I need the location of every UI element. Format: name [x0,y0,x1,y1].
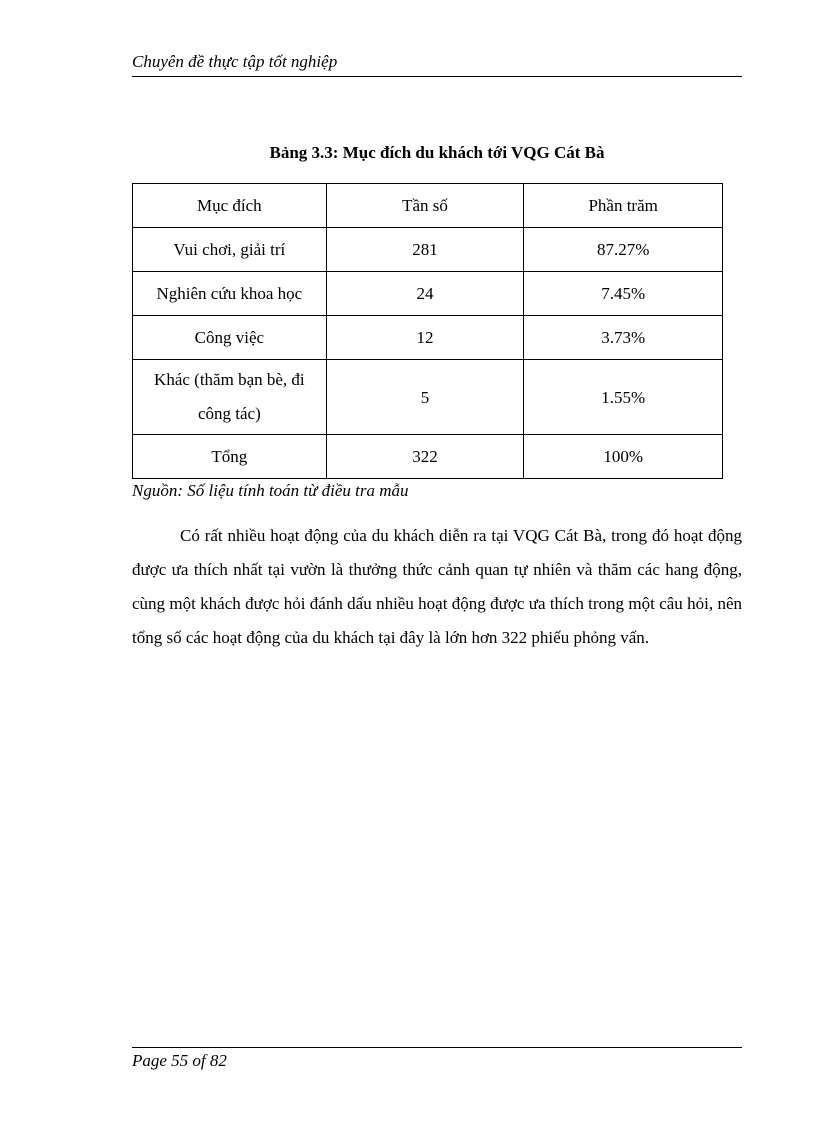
table-cell-percent: 3.73% [524,316,723,360]
table-cell-percent: 100% [524,435,723,479]
table-caption: Bảng 3.3: Mục đích du khách tới VQG Cát Bà [269,143,605,162]
table-cell-percent: 7.45% [524,272,723,316]
table-cell-percent: 87.27% [524,228,723,272]
page-header [132,50,742,77]
table-header-row [133,184,723,228]
column-header-percent: Phần trăm [524,184,723,228]
purpose-table [132,183,723,479]
table-row [133,228,723,272]
column-header-purpose: Mục đích [133,184,327,228]
table-cell-purpose: Khác (thăm bạn bè, đi công tác) [133,360,327,435]
table-cell-purpose: Tổng [133,435,327,479]
table-row [133,316,723,360]
table-cell-percent: 1.55% [524,360,723,435]
table-cell-frequency: 322 [326,435,524,479]
table-cell-purpose: Vui chơi, giải trí [133,228,327,272]
table-cell-frequency: 24 [326,272,524,316]
table-cell-frequency: 12 [326,316,524,360]
table-cell-purpose: Công việc [133,316,327,360]
table-total-row [133,435,723,479]
column-header-frequency: Tần số [326,184,524,228]
table-row [133,360,723,435]
table-source-note: Nguồn: Số liệu tính toán từ điều tra mẫu [132,481,409,500]
table-cell-frequency: 5 [326,360,524,435]
table-row [133,272,723,316]
table-cell-purpose: Nghiên cứu khoa học [133,272,327,316]
table-cell-frequency: 281 [326,228,524,272]
page-number: Page 55 of 82 [132,1051,227,1070]
header-title: Chuyên đề thực tập tốt nghiệp [132,52,338,71]
footer-divider [132,1047,742,1048]
body-paragraph: Có rất nhiều hoạt động của du khách diễn ra tại VQG Cát Bà, trong đó hoạt động được ưa thích nhất tại vườn là thưởng thức cảnh quan tự nhiên và thăm các hang động, cùng một khách được hỏi đánh dấu nhiều hoạt động được ưa thích trong một câu hỏi, nên tổng số các hoạt động của du khách tại đây là lớn hơn 322 phiếu phỏng vấn. [132,526,742,647]
